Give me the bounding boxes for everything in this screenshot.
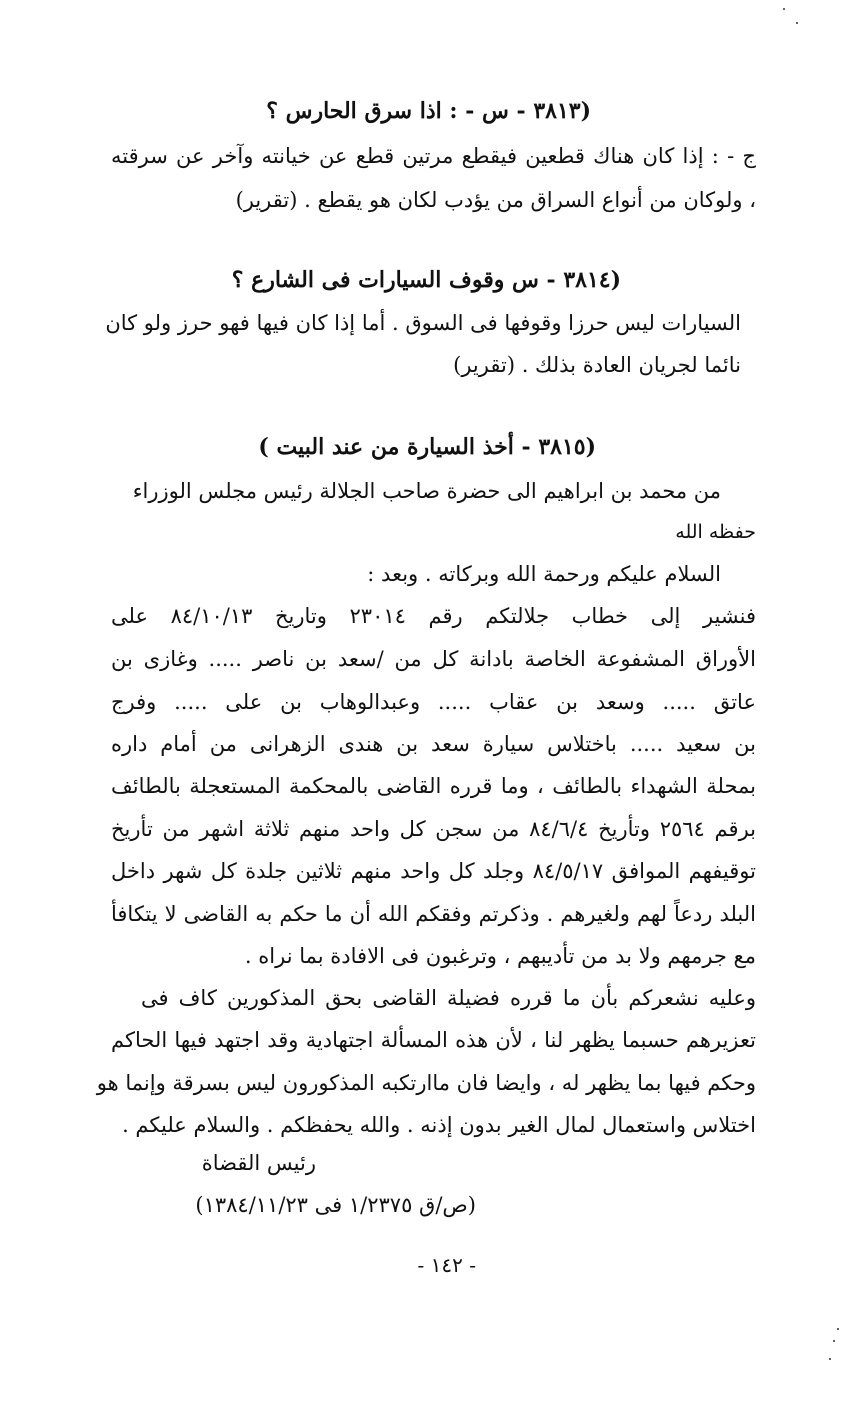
answer-line: السيارات ليس حرزا وقوفها فى السوق . أما إذا كان فيها فهو حرز ولو كان — [105, 311, 741, 335]
letter-body-line: برقم ٢٥٦٤ وتأريخ ٨٤/٦/٤ من سجن كل واحد منهم ثلاثة اشهر من تأريخ — [111, 817, 756, 841]
scan-speck — [783, 8, 785, 10]
letter-body-line: توقيفهم الموافق ٨٤/٥/١٧ وجلد كل واحد منهم ثلاثين جلدة كل شهر داخل — [111, 859, 756, 883]
section-heading-3813: (٣٨١٣ - س - : اذا سرق الحارس ؟ — [266, 98, 591, 124]
scan-speck — [796, 22, 798, 24]
letter-body-line: بمحلة الشهداء بالطائف ، وما قرره القاضى بالمحكمة المستعجلة بالطائف — [111, 774, 756, 798]
letter-body-line: الأوراق المشفوعة الخاصة بادانة كل من /سعد بن ناصر ..... وغازى بن — [111, 647, 756, 671]
answer-line: ، ولوكان من أنواع السراق من يؤدب لكان هو يقطع . (تقرير) — [235, 188, 756, 212]
scan-speck — [837, 1328, 839, 1330]
answer-line: ج - : إذا كان هناك قطعين فيقطع مرتين قطع عن خيانته وآخر عن سرقته — [111, 144, 756, 168]
letter-body-line: تعزيرهم حسبما يظهر لنا ، لأن هذه المسألة اجتهادية وقد اجتهد فيها الحاكم — [111, 1028, 756, 1052]
letter-body-line: اختلاس واستعمال لمال الغير بدون إذنه . والله يحفظكم . والسلام عليكم . — [122, 1113, 756, 1137]
letter-body-line: وعليه نشعركم بأن ما قرره فضيلة القاضى بحق المذكورين كاف فى — [141, 986, 756, 1010]
letter-greeting: السلام عليكم ورحمة الله وبركاته . وبعد : — [367, 562, 721, 586]
page-number: - ١٤٢ - — [417, 1253, 476, 1277]
letter-body-line: البلد ردعاً لهم ولغيرهم . وذكرتم وفقكم الله أن ما حكم به القاضى لا يتكافأ — [111, 902, 756, 926]
letter-body-line: مع جرمهم ولا بد من تأديبهم ، وترغبون فى الافادة بما نراه . — [244, 944, 756, 968]
letter-reference: (ص/ق ١/٢٣٧٥ فى ١٣٨٤/١١/٢٣) — [195, 1193, 476, 1217]
letter-sender-line: من محمد بن ابراهيم الى حضرة صاحب الجلالة رئيس مجلس الوزراء — [132, 479, 721, 503]
section-heading-3814: (٣٨١٤ - س وقوف السيارات فى الشارع ؟ — [231, 267, 621, 293]
letter-body-line: فنشير إلى خطاب جلالتكم رقم ٢٣٠١٤ وتاريخ ٨٤/١٠/١٣ على — [111, 604, 756, 628]
answer-line: نائما لجريان العادة بذلك . (تقرير) — [453, 353, 741, 377]
letter-body-line: وحكم فيها بما يظهر له ، وايضا فان ماارتكبه المذكورون ليس بسرقة وإنما هو — [96, 1071, 756, 1095]
letter-body-line: بن سعيد ..... باختلاس سيارة سعد بن هندى الزهرانى من أمام داره — [111, 732, 756, 756]
scan-speck — [829, 1358, 831, 1360]
section-heading-3815: (٣٨١٥ - أخذ السيارة من عند البيت ) — [258, 434, 596, 460]
letter-body-line: عاتق ..... وسعد بن عقاب ..... وعبدالوهاب بن على ..... وفرج — [111, 690, 756, 714]
letter-salutation-blessing: حفظه الله — [675, 521, 756, 543]
scan-speck — [833, 1340, 835, 1342]
letter-signature: رئيس القضاة — [201, 1151, 316, 1175]
